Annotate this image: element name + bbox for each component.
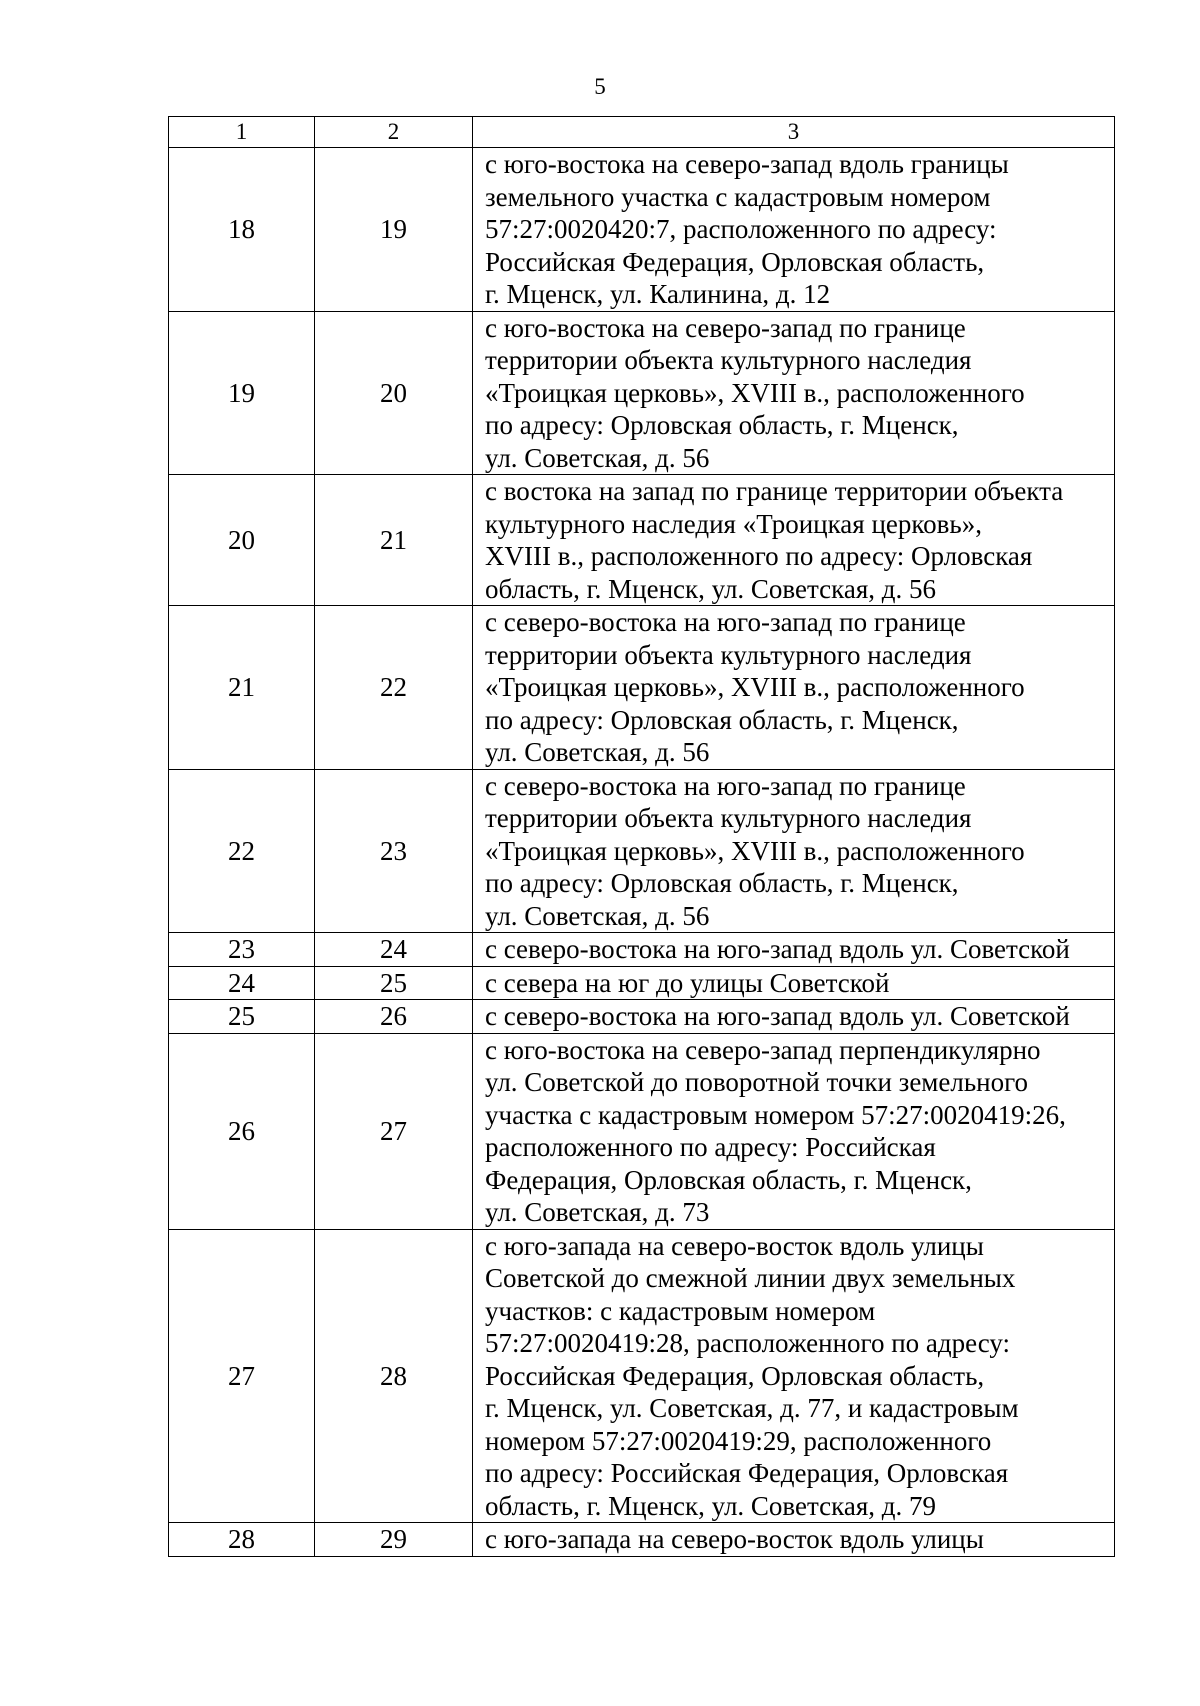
end-point-cell: 24 [315, 933, 473, 967]
start-point-cell: 26 [169, 1033, 315, 1229]
table-row [169, 1033, 1115, 1229]
description-line: область, г. Мценск, ул. Советская, д. 56 [485, 573, 936, 604]
end-point-cell: 22 [315, 606, 473, 770]
header-col-2: 2 [315, 117, 473, 148]
boundary-description-cell [473, 1033, 1115, 1229]
start-point-cell: 25 [169, 1000, 315, 1034]
table-row [169, 933, 1115, 967]
description-line: с северо-востока на юго-запад вдоль ул. Советской [485, 934, 1070, 964]
description-line: XVIII в., расположенного по адресу: Орловская [485, 541, 1033, 571]
description-line: расположенного по адресу: Российская [485, 1132, 936, 1162]
description-line: ул. Советская, д. 56 [485, 442, 710, 473]
table-header-row [169, 117, 1115, 148]
description-line: по адресу: Орловская область, г. Мценск, [485, 704, 959, 735]
description-line: территории объекта культурного наследия [485, 639, 972, 670]
end-point-cell: 27 [315, 1033, 473, 1229]
description-line: область, г. Мценск, ул. Советская, д. 79 [485, 1490, 936, 1521]
start-point-cell: 20 [169, 475, 315, 606]
end-point-cell: 20 [315, 311, 473, 475]
page-number: 5 [594, 74, 606, 99]
start-point-cell: 21 [169, 606, 315, 770]
header-col-1: 1 [169, 117, 315, 148]
boundary-description-cell [473, 966, 1115, 1000]
table-body [169, 117, 1115, 1557]
description-line: Федерация, Орловская область, г. Мценск, [485, 1164, 972, 1195]
header-col-3: 3 [473, 117, 1115, 148]
boundary-description-cell [473, 475, 1115, 606]
description-line: «Троицкая церковь», XVIII в., расположенного [485, 377, 1025, 408]
description-line: с северо-востока на юго-запад вдоль ул. Советской [485, 1001, 1070, 1031]
end-point-cell: 29 [315, 1523, 473, 1557]
boundary-description-cell [473, 606, 1115, 770]
end-point-cell: 21 [315, 475, 473, 606]
start-point-cell: 27 [169, 1229, 315, 1523]
end-point-cell: 26 [315, 1000, 473, 1034]
boundary-description-cell [473, 1229, 1115, 1523]
description-line: ул. Советская, д. 73 [485, 1197, 710, 1227]
description-line: с юго-запада на северо-восток вдоль улицы [485, 1230, 984, 1261]
description-line: участка с кадастровым номером 57:27:0020419:26, [485, 1099, 1066, 1130]
start-point-cell: 22 [169, 769, 315, 933]
table-row [169, 1229, 1115, 1523]
boundary-description-cell [473, 769, 1115, 933]
description-line: г. Мценск, ул. Советская, д. 77, и кадастровым [485, 1393, 1019, 1423]
table-row [169, 769, 1115, 933]
description-line: по адресу: Российская Федерация, Орловская [485, 1458, 1009, 1488]
description-line: Российская Федерация, Орловская область, [485, 246, 985, 277]
description-line: номером 57:27:0020419:29, расположенного [485, 1425, 992, 1456]
table-row [169, 1523, 1115, 1557]
description-line: культурного наследия «Троицкая церковь», [485, 508, 982, 539]
table-row [169, 1000, 1115, 1034]
end-point-cell: 19 [315, 148, 473, 312]
start-point-cell: 28 [169, 1523, 315, 1557]
description-line: г. Мценск, ул. Калинина, д. 12 [485, 279, 831, 309]
description-line: территории объекта культурного наследия [485, 803, 972, 833]
description-line: ул. Советская, д. 56 [485, 900, 710, 931]
description-line: с юго-востока на северо-запад по границе [485, 312, 966, 343]
boundary-table [168, 116, 1115, 1557]
description-line: ул. Советской до поворотной точки земельного [485, 1067, 1029, 1097]
end-point-cell: 23 [315, 769, 473, 933]
description-line: ул. Советская, д. 56 [485, 737, 710, 767]
description-line: с востока на запад по границе территории объекта [485, 476, 1064, 506]
description-line: участков: с кадастровым номером [485, 1295, 876, 1326]
table-row [169, 311, 1115, 475]
description-line: земельного участка с кадастровым номером [485, 181, 991, 212]
start-point-cell: 18 [169, 148, 315, 312]
description-line: по адресу: Орловская область, г. Мценск, [485, 868, 959, 898]
start-point-cell: 24 [169, 966, 315, 1000]
boundary-description-cell [473, 1523, 1115, 1557]
boundary-description-cell [473, 148, 1115, 312]
description-line: «Троицкая церковь», XVIII в., расположенного [485, 835, 1025, 866]
table-row [169, 475, 1115, 606]
end-point-cell: 25 [315, 966, 473, 1000]
boundary-description-cell [473, 933, 1115, 967]
start-point-cell: 23 [169, 933, 315, 967]
boundary-description-cell [473, 1000, 1115, 1034]
description-line: с юго-востока на северо-запад вдоль границы [485, 149, 1009, 179]
description-line: 57:27:0020420:7, расположенного по адресу: [485, 214, 997, 244]
description-line: с юго-запада на северо-восток вдоль улицы [485, 1524, 984, 1554]
description-line: территории объекта культурного наследия [485, 345, 972, 375]
description-line: «Троицкая церковь», XVIII в., расположенного [485, 672, 1025, 702]
table-row [169, 966, 1115, 1000]
description-line: Советской до смежной линии двух земельных [485, 1263, 1016, 1293]
description-line: с северо-востока на юго-запад по границе [485, 770, 966, 801]
table-row [169, 148, 1115, 312]
description-line: с северо-востока на юго-запад по границе [485, 607, 966, 637]
table-row [169, 606, 1115, 770]
description-line: с севера на юг до улицы Советской [485, 967, 890, 998]
boundary-description-cell [473, 311, 1115, 475]
description-line: по адресу: Орловская область, г. Мценск, [485, 410, 959, 440]
description-line: Российская Федерация, Орловская область, [485, 1360, 985, 1391]
start-point-cell: 19 [169, 311, 315, 475]
description-line: с юго-востока на северо-запад перпендикулярно [485, 1034, 1041, 1065]
end-point-cell: 28 [315, 1229, 473, 1523]
description-line: 57:27:0020419:28, расположенного по адресу: [485, 1328, 1011, 1358]
